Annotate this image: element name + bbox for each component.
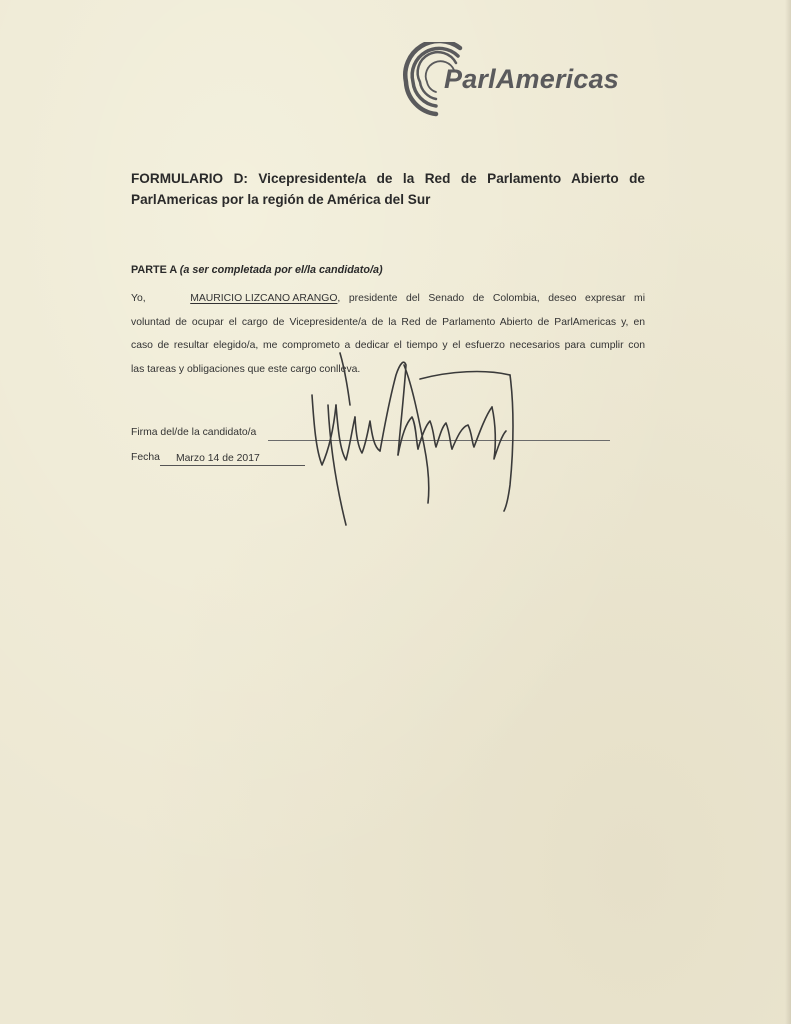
parlamericas-logo [398,42,648,118]
line1-suffix: , presidente del Senado de Colombia, deseo expresar mi [337,293,646,304]
part-a-note: (a ser completada por el/la candidato/a) [179,264,383,276]
candidate-name: MAURICIO LIZCANO ARANGO [190,293,338,304]
logo-text: ParlAmericas [444,64,620,94]
form-title: FORMULARIO D: Vicepresidente/a de la Red de Parlamento Abierto de ParlAmericas por la región de América del Sur [131,171,645,207]
declaration-line-3: caso de resultar elegido/a, me comprometo a dedicar el tiempo y el esfuerzo necesarios para cumplir con [131,340,645,351]
part-a-label: PARTE A [131,264,177,276]
declaration-line-2: voluntad de ocupar el cargo de Vicepresidente/a de la Red de Parlamento Abierto de ParlAmericas y, en [131,316,645,328]
page-edge-shadow [785,0,791,1024]
date-value: Marzo 14 de 2017 [160,452,305,466]
declaration-line-4: las tareas y obligaciones que este cargo conlleva. [131,363,361,375]
part-a-heading [131,264,383,276]
handwritten-signature [300,335,530,535]
signature-label: Firma del/de la candidato/a [131,427,257,438]
line1-prefix: Yo, [131,293,155,304]
declaration-line-1 [131,287,645,311]
date-label: Fecha [131,452,160,463]
